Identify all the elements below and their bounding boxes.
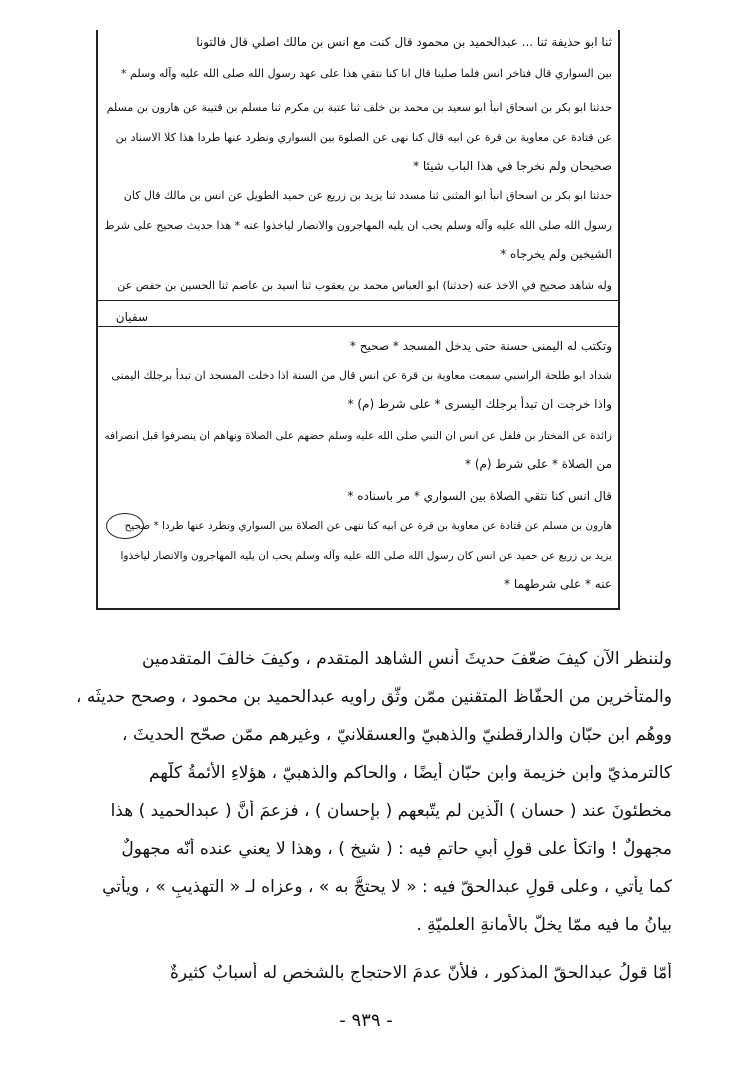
body-line: مخطئونَ عند ( حسان ) الّذين لم يتّبعهم ( بإحسان ) ، فزعمَ أنَّ ( عبدالحميد ) هذا: [110, 801, 672, 821]
manuscript-line: شداد ابو طلحة الراسبي سمعت معاوية بن قرة عن انس قال من السنة اذا دخلت المسجد ان تبدأ برجلك اليمنى: [111, 369, 612, 382]
manuscript-excerpt: [96, 30, 620, 610]
manuscript-line: زائدة عن المختار بن فلفل عن انس ان النبي صلى الله عليه وسلم حضهم على الصلاة ونهاهم ان ينصرفوا قبل انصرافه: [104, 430, 612, 442]
body-line: كما يأتي ، وعلى قولِ عبدالحقّ فيه : « لا يحتجُّ به » ، وعزاه لـ « التهذيبِ » ، ويأتي: [102, 877, 672, 897]
manuscript-line: واذا خرجت ان تبدأ برجلك اليسرى * على شرط (م) *: [347, 397, 612, 411]
body-line: كالترمذيّ وابن خزيمة وابن حبّان أيضًا ، والحاكم والذهبيّ ، هؤلاءِ الأئمةُ كلّهم: [149, 763, 672, 783]
page-number: - ٩٣٩ -: [339, 1010, 393, 1031]
manuscript-line: وله شاهد صحيح في الاخذ عنه (حدثنا) ابو العباس محمد بن يعقوب ثنا اسيد بن عاصم ثنا الحسين بن حفص عن: [117, 279, 612, 292]
manuscript-line: عن قتادة عن معاوية بن قرة عن ابيه قال كنا نهى عن الصلوة بين السواري ونطرد عنها طردا هذا كلا الاسناد بن: [115, 131, 612, 144]
section-divider: [98, 326, 618, 327]
manuscript-line: هارون بن مسلم عن قتادة عن معاوية بن قرة عن ابيه كنا ننهى عن الصلاة بين السواري ونطرد عنها طردا * صحيح: [124, 520, 612, 532]
margin-note: سفيان: [115, 310, 148, 324]
manuscript-line: ثنا ابو حذيفة ثنا ... عبدالحميد بن محمود قال كنت مع انس بن مالك اصلي قال فالتونا: [196, 35, 612, 49]
manuscript-line: الشيخين ولم يخرجاه *: [500, 247, 612, 261]
manuscript-line: صحيحان ولم نخرجا في هذا الباب شيئا *: [413, 159, 612, 173]
manuscript-line: حدثنا ابو بكر بن اسحاق انبأ ابو المثنى ثنا مسدد ثنا يزيد بن زريع عن حميد الطويل عن انس بن مالك قال كان: [123, 189, 612, 202]
manuscript-line: عنه * على شرطهما *: [504, 577, 612, 591]
manuscript-line: بين السواري قال فتاخر انس فلما صلينا قال انا كنا نتقي هذا على عهد رسول الله صلى الله عليه وآله وسلم *: [121, 67, 612, 80]
manuscript-line: من الصلاة * على شرط (م) *: [465, 457, 612, 471]
manuscript-line: حدثنا ابو بكر بن اسحاق انبأ ابو سعيد بن محمد بن خلف ثنا عتبة بن مكرم ثنا مسلم بن قتيبة عن هارون بن مسلم: [106, 101, 612, 114]
manuscript-line: يزيد بن زريع عن حميد عن انس كان رسول الله صلى الله عليه وآله وسلم يحب ان يليه المهاجرون والانصار لياخذوا: [120, 550, 612, 562]
manuscript-line: وتكتب له اليمنى حسنة حتى يدخل المسجد * صحيح *: [349, 339, 612, 353]
body-line: بيانُ ما فيه ممّا يخلُّ بالأمانةِ العلميّةِ .: [416, 915, 672, 935]
manuscript-line: رسول الله صلى الله عليه وآله وسلم يحب ان يليه المهاجرون والانصار لياخذوا عنه * هذا حديث صحيح على شرط: [104, 219, 612, 232]
body-line: أمّا قولُ عبدالحقّ المذكور ، فلأنّ عدمَ الاحتجاجِ بالشخصِ له أسبابٌ كثيرةٌ: [170, 963, 672, 983]
section-divider: [98, 300, 618, 301]
circled-annotation: [106, 513, 144, 539]
body-line: ووهُم ابن حبّان والدارقطنيّ والذهبيّ والعسقلانيّ ، وغيرهم ممّن صحّح الحديثَ ،: [122, 725, 672, 745]
body-line: والمتأخرين من الحفّاظ المتقنين ممّن وثّق راويه عبدالحميد بن محمود ، وصحح حديثَه ،: [76, 687, 672, 707]
body-line: ولننظر الآن كيفَ ضعّفَ حديثَ أنسِ الشاهد المتقدم ، وكيفَ خالفَ المتقدمين: [142, 649, 672, 669]
manuscript-line: قال انس كنا نتقي الصلاة بين السواري * مر باسناده *: [347, 489, 612, 503]
body-line: مجهولٌ ! واتكأ على قولِ أبي حاتمٍ فيه : ( شيخ ) ، وهذا لا يعني عنده أنّه مجهولٌ: [121, 839, 672, 859]
